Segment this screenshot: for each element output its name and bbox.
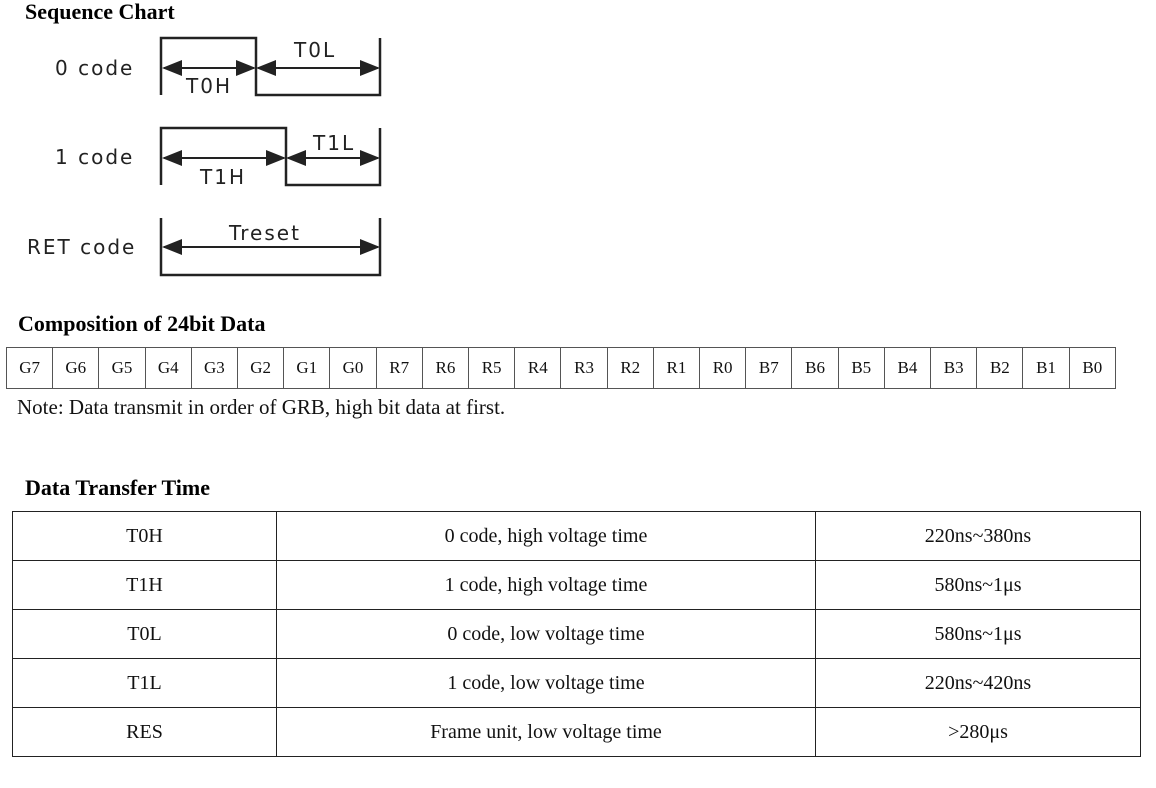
table-row [13, 512, 1141, 561]
param-description-cell: 1 code, high voltage time [277, 561, 816, 610]
treset-label: Treset [229, 221, 301, 245]
param-name-cell: RES [13, 708, 277, 757]
t1l-label: T1L [313, 131, 356, 155]
bit-cell: R4 [515, 348, 561, 389]
bit-composition-table [6, 347, 1116, 389]
bit-cell: G1 [284, 348, 330, 389]
sequence-chart-heading: Sequence Chart [25, 0, 175, 24]
one-code-label: 1 code [55, 145, 135, 169]
bit-cell: G3 [191, 348, 237, 389]
param-value-cell: 220ns~420ns [816, 659, 1141, 708]
bit-cell: B0 [1069, 348, 1115, 389]
table-row [13, 610, 1141, 659]
bit-cell: B5 [838, 348, 884, 389]
bit-cell: G5 [99, 348, 145, 389]
bit-cell: R5 [469, 348, 515, 389]
table-row [13, 708, 1141, 757]
bit-cell: B1 [1023, 348, 1069, 389]
t0l-label: T0L [294, 38, 337, 62]
param-name-cell: T1L [13, 659, 277, 708]
zero-code-label: 0 code [55, 56, 135, 80]
bit-cell: G6 [53, 348, 99, 389]
bit-cell: B4 [884, 348, 930, 389]
param-value-cell: 580ns~1μs [816, 610, 1141, 659]
composition-heading: Composition of 24bit Data [18, 311, 266, 336]
bit-cell: B6 [792, 348, 838, 389]
bit-cell: G7 [7, 348, 53, 389]
bit-cell: G2 [238, 348, 284, 389]
table-row [13, 561, 1141, 610]
table-row [13, 659, 1141, 708]
ret-code-label: RET code [27, 235, 137, 259]
bit-row [7, 348, 1116, 389]
ret-code-waveform [150, 210, 390, 285]
param-description-cell: 0 code, high voltage time [277, 512, 816, 561]
param-description-cell: Frame unit, low voltage time [277, 708, 816, 757]
transmit-order-note: Note: Data transmit in order of GRB, high bit data at first. [17, 395, 506, 419]
bit-cell: R6 [422, 348, 468, 389]
bit-cell: B3 [931, 348, 977, 389]
param-value-cell: >280μs [816, 708, 1141, 757]
data-transfer-time-heading: Data Transfer Time [25, 475, 210, 500]
param-description-cell: 0 code, low voltage time [277, 610, 816, 659]
bit-cell: G0 [330, 348, 376, 389]
bit-cell: R3 [561, 348, 607, 389]
param-name-cell: T0H [13, 512, 277, 561]
param-value-cell: 580ns~1μs [816, 561, 1141, 610]
zero-code-waveform [150, 30, 390, 105]
bit-cell: B7 [746, 348, 792, 389]
bit-cell: R1 [653, 348, 699, 389]
param-name-cell: T1H [13, 561, 277, 610]
param-name-cell: T0L [13, 610, 277, 659]
t0h-label: T0H [186, 74, 232, 98]
data-transfer-time-table [12, 511, 1141, 757]
param-description-cell: 1 code, low voltage time [277, 659, 816, 708]
bit-cell: R2 [607, 348, 653, 389]
bit-cell: B2 [977, 348, 1023, 389]
t1h-label: T1H [200, 165, 246, 189]
bit-cell: R0 [700, 348, 746, 389]
bit-cell: G4 [145, 348, 191, 389]
bit-cell: R7 [376, 348, 422, 389]
one-code-waveform [150, 120, 390, 195]
param-value-cell: 220ns~380ns [816, 512, 1141, 561]
